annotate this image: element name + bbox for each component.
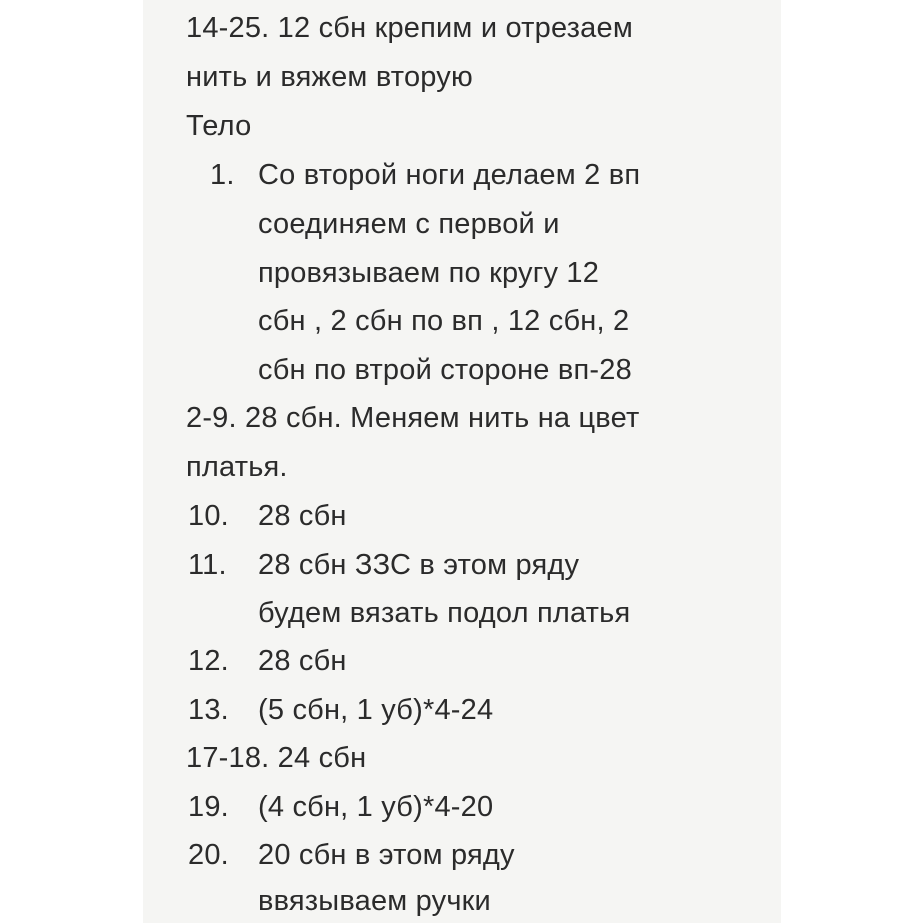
rows-2-9-line-1: 2-9. 28 сбн. Меняем нить на цвет [186,402,640,434]
intro-line-2: нить и вяжем вторую [186,61,473,93]
rows-17-18: 17-18. 24 сбн [186,742,367,774]
item-19-number: 19. [188,791,229,823]
item-1-line-5: сбн по втрой стороне вп-28 [258,354,632,386]
item-10-text: 28 сбн [258,500,347,532]
item-11-line-1: 28 сбн ЗЗС в этом ряду [258,549,580,581]
item-10-number: 10. [188,500,229,532]
item-19-text: (4 сбн, 1 уб)*4-20 [258,791,494,823]
item-1-line-1: Со второй ноги делаем 2 вп [258,159,641,191]
item-20-line-2: ввязываем ручки [258,885,491,917]
item-1-line-2: соединяем с первой и [258,208,560,240]
intro-line-1: 14-25. 12 сбн крепим и отрезаем [186,12,633,44]
item-20-number: 20. [188,839,229,871]
item-11-line-2: будем вязать подол платья [258,597,631,629]
rows-2-9-line-2: платья. [186,451,288,483]
item-1-line-3: провязываем по кругу 12 [258,257,600,289]
item-11-number: 11. [188,549,227,581]
section-title: Тело [186,110,252,142]
item-12-number: 12. [188,645,229,677]
item-13-number: 13. [188,694,229,726]
item-1-line-4: сбн , 2 сбн по вп , 12 сбн, 2 [258,305,630,337]
item-13-text: (5 сбн, 1 уб)*4-24 [258,694,494,726]
item-12-text: 28 сбн [258,645,347,677]
item-1-number: 1. [210,159,235,191]
item-20-line-1: 20 сбн в этом ряду [258,839,515,871]
